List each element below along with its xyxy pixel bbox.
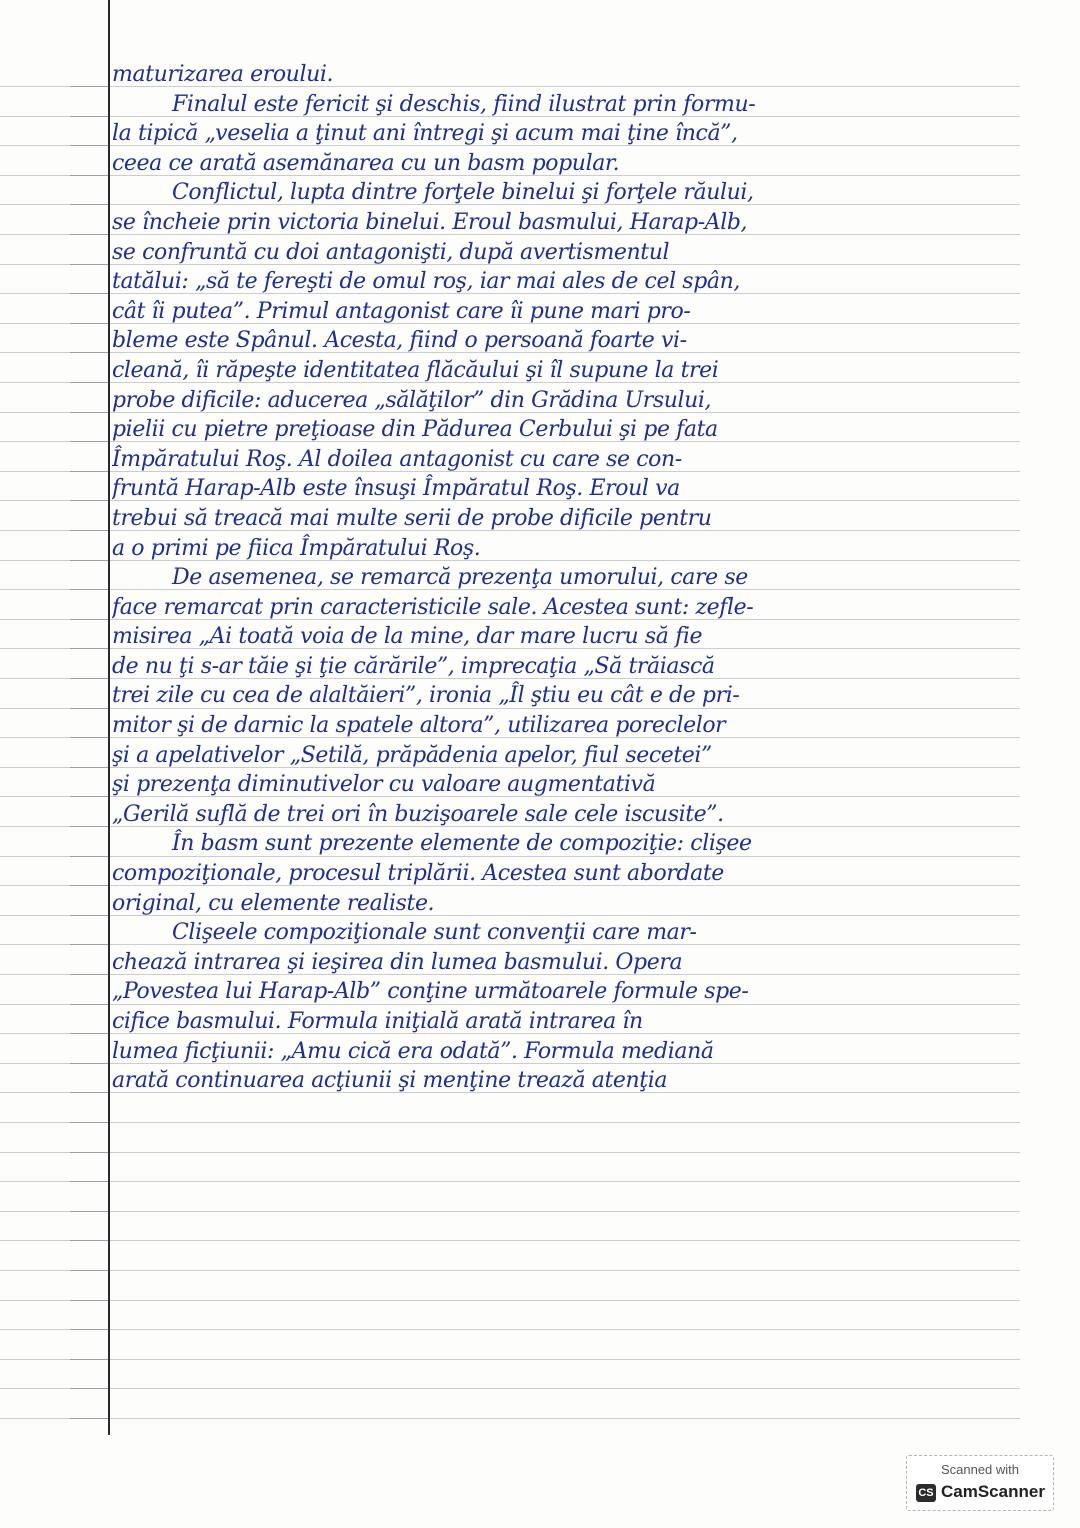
ruled-line	[0, 1240, 1020, 1241]
text-line: Finalul este fericit şi deschis, fiind ilustrat prin formu-	[172, 91, 756, 117]
text-line: la tipică „veselia a ţinut ani întregi şi acum mai ţine încă”,	[112, 121, 738, 147]
text-line: Conflictul, lupta dintre forţele binelui şi forţele răului,	[172, 180, 754, 206]
text-line: De asemenea, se remarcă prezenţa umorului, care se	[172, 565, 748, 591]
margin-tick	[70, 175, 108, 176]
margin-tick	[70, 1152, 108, 1153]
margin-tick	[70, 856, 108, 857]
margin-tick	[70, 737, 108, 738]
margin-tick	[70, 915, 108, 916]
text-line: maturizarea eroului.	[112, 62, 334, 87]
margin-tick	[70, 796, 108, 797]
margin-tick	[70, 471, 108, 472]
text-line: şi a apelativelor „Setilă, prăpădenia apelor, fiul secetei”	[112, 742, 712, 768]
margin-tick	[70, 648, 108, 649]
text-line: chează intrarea şi ieşirea din lumea basmului. Opera	[112, 949, 683, 975]
text-line: lumea ficţiunii: „Amu cică era odată”. Formula mediană	[112, 1038, 714, 1064]
margin-tick	[70, 1063, 108, 1064]
ruled-line	[0, 1300, 1020, 1301]
text-line: Împăratului Roş. Al doilea antagonist cu care se con-	[112, 446, 682, 472]
margin-tick	[70, 1418, 108, 1419]
text-line: cât îi putea”. Primul antagonist care îi pune mari pro-	[112, 298, 691, 324]
text-line: bleme este Spânul. Acesta, fiind o persoană foarte vi-	[112, 328, 687, 354]
margin-tick	[70, 352, 108, 353]
margin-tick	[70, 116, 108, 117]
margin-tick	[70, 885, 108, 886]
ruled-line	[0, 1418, 1020, 1419]
text-line: se încheie prin victoria binelui. Eroul basmului, Harap-Alb,	[112, 209, 748, 235]
margin-tick	[70, 1329, 108, 1330]
margin-tick	[70, 589, 108, 590]
camscanner-badge	[906, 1455, 1054, 1511]
text-line: pielii cu pietre preţioase din Pădurea Cerbului şi pe fata	[112, 417, 718, 443]
text-line: trebui să treacă mai multe serii de probe dificile pentru	[112, 505, 712, 531]
ruled-line	[0, 1122, 1020, 1123]
margin-tick	[70, 974, 108, 975]
margin-tick	[70, 1122, 108, 1123]
text-line: se confruntă cu doi antagonişti, după avertismentul	[112, 239, 670, 265]
margin-tick	[70, 1181, 108, 1182]
margin-tick	[70, 530, 108, 531]
margin-line	[108, 0, 110, 1435]
ruled-line	[0, 1329, 1020, 1330]
text-line: Clişeele compoziţionale sunt convenţii care mar-	[172, 920, 697, 946]
camscanner-logo-icon: CS	[916, 1484, 936, 1502]
margin-tick	[70, 678, 108, 679]
ruled-line	[0, 1359, 1020, 1360]
text-line: şi prezenţa diminutivelor cu valoare augmentativă	[112, 772, 656, 798]
margin-tick	[70, 441, 108, 442]
text-line: arată continuarea acţiunii şi menţine trează atenţia	[112, 1068, 668, 1094]
text-line: „Gerilă suflă de trei ori în buzişoarele sale cele iscusite”.	[112, 801, 724, 827]
text-line: trei zile cu cea de alaltăieri”, ironia „Îl ştiu eu cât e de pri-	[112, 683, 740, 709]
margin-tick	[70, 1004, 108, 1005]
margin-tick	[70, 204, 108, 205]
ruled-line	[0, 1388, 1020, 1389]
margin-tick	[70, 500, 108, 501]
margin-tick	[70, 944, 108, 945]
text-line: „Povestea lui Harap-Alb” conţine următoarele formule spe-	[112, 979, 749, 1005]
text-line: original, cu elemente realiste.	[112, 890, 435, 916]
handwritten-text	[112, 60, 1012, 1096]
margin-tick	[70, 1240, 108, 1241]
badge-caption: Scanned with	[940, 1462, 1020, 1477]
margin-tick	[70, 708, 108, 709]
margin-tick	[70, 293, 108, 294]
text-line: compoziţionale, procesul triplării. Acestea sunt abordate	[112, 861, 724, 887]
margin-tick	[70, 1092, 108, 1093]
text-line: mitor şi de darnic la spatele altora”, utilizarea poreclelor	[112, 713, 726, 739]
ruled-line	[0, 1211, 1020, 1212]
ruled-line	[0, 1181, 1020, 1182]
badge-brand-name: CamScanner	[941, 1482, 1045, 1501]
text-line: de nu ţi s-ar tăie şi ţie cărările”, imprecaţia „Să trăiască	[112, 653, 715, 679]
margin-tick	[70, 826, 108, 827]
margin-tick	[70, 412, 108, 413]
margin-tick	[70, 323, 108, 324]
margin-tick	[70, 382, 108, 383]
text-line: tatălui: „să te fereşti de omul roş, iar mai ales de cel spân,	[112, 269, 740, 295]
ruled-line	[0, 1152, 1020, 1153]
margin-tick	[70, 264, 108, 265]
margin-tick	[70, 234, 108, 235]
margin-tick	[70, 145, 108, 146]
margin-tick	[70, 1388, 108, 1389]
text-line: probe dificile: aducerea „sălăţilor” din Grădina Ursului,	[112, 387, 712, 413]
ruled-line	[0, 1270, 1020, 1271]
margin-tick	[70, 1033, 108, 1034]
text-line: ceea ce arată asemănarea cu un basm popular.	[112, 150, 620, 176]
text-line: misirea „Ai toată voia de la mine, dar mare lucru să fie	[112, 624, 703, 650]
text-line: cleană, îi răpeşte identitatea flăcăului şi îl supune la trei	[112, 357, 719, 383]
text-line: a o primi pe fiica Împăratului Roş.	[112, 535, 481, 561]
margin-tick	[70, 1359, 108, 1360]
margin-tick	[70, 560, 108, 561]
text-line: cifice basmului. Formula iniţială arată intrarea în	[112, 1009, 643, 1034]
margin-tick	[70, 1211, 108, 1212]
margin-tick	[70, 1300, 108, 1301]
margin-tick	[70, 86, 108, 87]
margin-tick	[70, 619, 108, 620]
margin-tick	[70, 767, 108, 768]
text-line: face remarcat prin caracteristicile sale. Acestea sunt: zefle-	[112, 594, 754, 620]
text-line: fruntă Harap-Alb este însuşi Împăratul Roş. Eroul va	[112, 476, 680, 502]
margin-tick	[70, 1270, 108, 1271]
text-line: În basm sunt prezente elemente de compoziţie: clişee	[172, 831, 752, 857]
